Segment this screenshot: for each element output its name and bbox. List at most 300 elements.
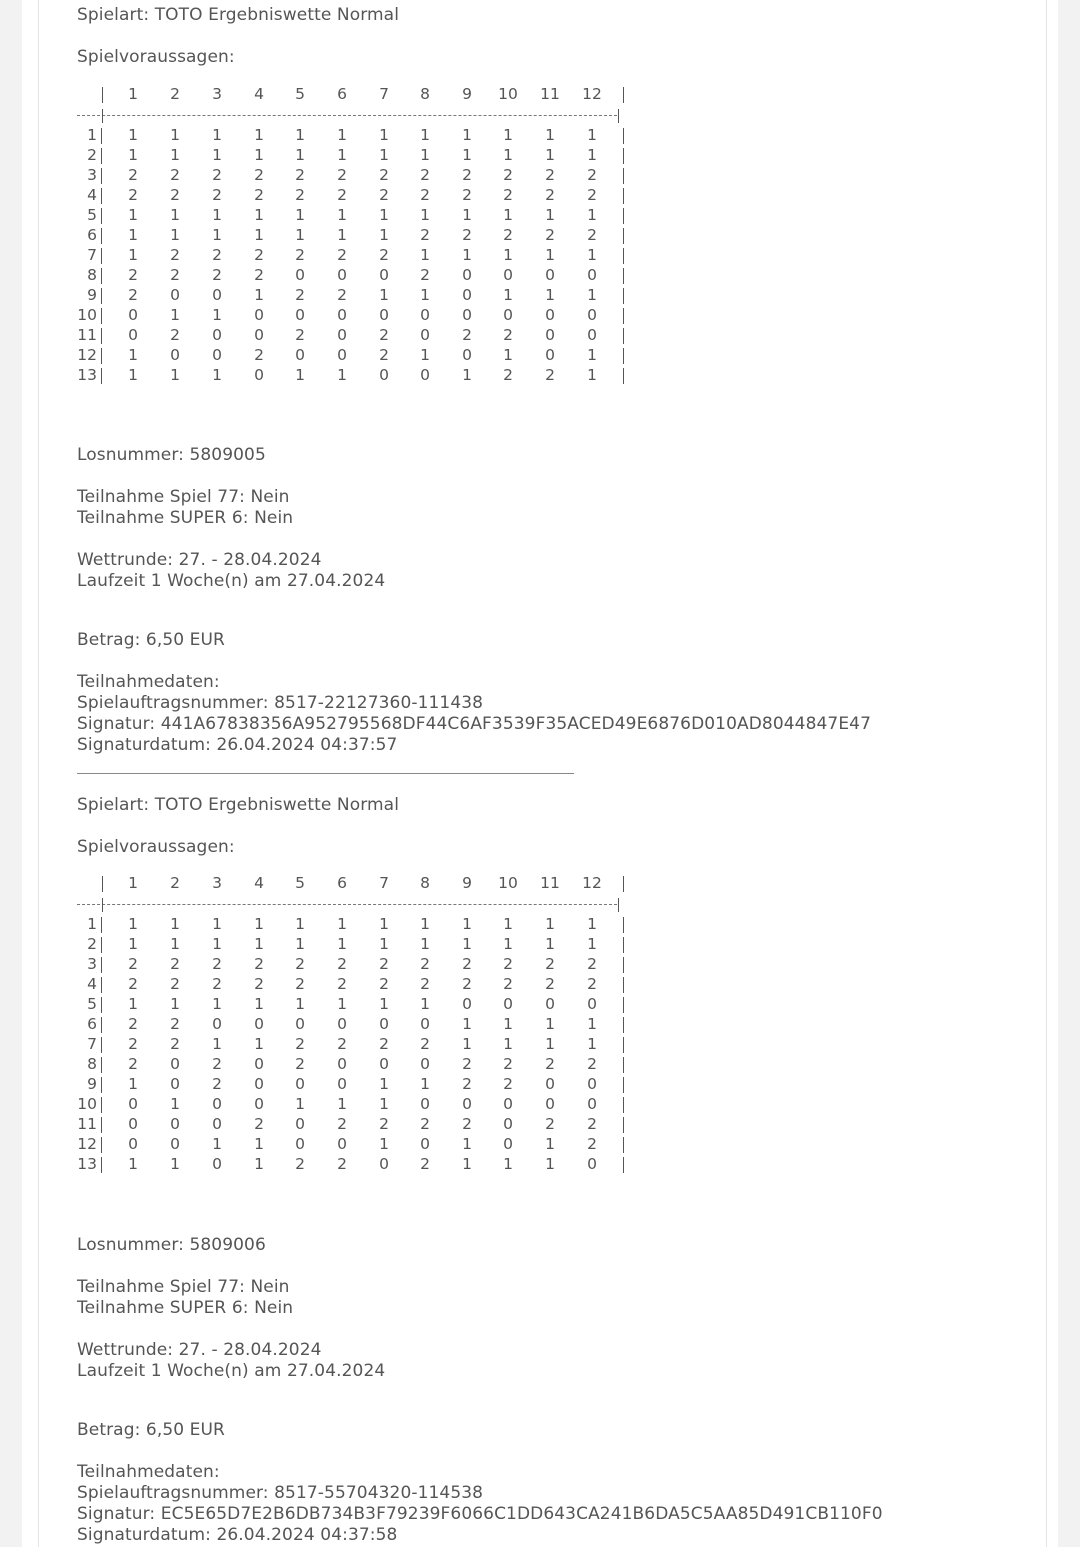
voraussagen-label: Spielvoraussagen: <box>77 837 235 857</box>
grid-cell: 1 <box>128 995 138 1013</box>
grid-cell: 1 <box>337 126 347 144</box>
grid-cell: 2 <box>462 1115 472 1133</box>
grid-divider <box>623 228 624 244</box>
grid-cell: 1 <box>212 935 222 953</box>
signatur-text: Signatur: 441A67838356A952795568DF44C6AF3539F35ACED49E6876D010AD8044847E47 <box>77 714 872 734</box>
grid-cell: 2 <box>128 186 138 204</box>
grid-cell: 0 <box>212 1115 222 1133</box>
grid-cell: 2 <box>420 226 430 244</box>
grid-cell: 0 <box>420 306 430 324</box>
grid-row-number: 10 <box>77 306 97 324</box>
grid-cell: 0 <box>503 1095 513 1113</box>
grid-column-header: 3 <box>212 874 222 892</box>
grid-cell: 2 <box>295 186 305 204</box>
grid-divider <box>101 308 102 324</box>
grid-divider <box>623 1037 624 1053</box>
grid-cell: 1 <box>128 146 138 164</box>
ticket-separator <box>77 773 574 774</box>
grid-column-header: 10 <box>498 874 518 892</box>
grid-cell: 1 <box>462 1015 472 1033</box>
grid-cell: 1 <box>503 935 513 953</box>
grid-cell: 2 <box>170 186 180 204</box>
grid-cell: 0 <box>128 326 138 344</box>
grid-cell: 1 <box>295 226 305 244</box>
grid-cell: 2 <box>379 1035 389 1053</box>
grid-cell: 1 <box>337 915 347 933</box>
grid-cell: 1 <box>212 146 222 164</box>
grid-divider <box>623 1097 624 1113</box>
grid-cell: 2 <box>170 1015 180 1033</box>
grid-divider <box>102 87 103 103</box>
grid-cell: 1 <box>545 935 555 953</box>
grid-cell: 0 <box>337 266 347 284</box>
grid-cell: 1 <box>420 915 430 933</box>
grid-column-header: 7 <box>379 874 389 892</box>
signaturdatum-text: Signaturdatum: 26.04.2024 04:37:57 <box>77 735 398 755</box>
grid-cell: 1 <box>379 146 389 164</box>
grid-cell: 2 <box>462 326 472 344</box>
grid-cell: 2 <box>462 226 472 244</box>
grid-divider <box>101 1017 102 1033</box>
teilnahmedaten-label: Teilnahmedaten: <box>77 672 220 692</box>
grid-cell: 0 <box>212 286 222 304</box>
grid-column-header: 4 <box>254 85 264 103</box>
grid-cell: 1 <box>128 246 138 264</box>
grid-cell: 2 <box>420 1035 430 1053</box>
grid-cell: 2 <box>462 1055 472 1073</box>
grid-cell: 0 <box>545 1075 555 1093</box>
grid-cell: 2 <box>379 166 389 184</box>
grid-cell: 1 <box>587 146 597 164</box>
grid-cell: 1 <box>128 1075 138 1093</box>
grid-cell: 1 <box>545 146 555 164</box>
grid-cell: 2 <box>254 266 264 284</box>
grid-cell: 1 <box>379 286 389 304</box>
grid-cell: 2 <box>254 955 264 973</box>
grid-cell: 2 <box>212 1055 222 1073</box>
grid-column-header: 10 <box>498 85 518 103</box>
grid-row-number: 2 <box>87 935 97 953</box>
losnummer-text: Losnummer: 5809006 <box>77 1235 266 1255</box>
grid-cell: 0 <box>587 1075 597 1093</box>
grid-cell: 0 <box>379 1015 389 1033</box>
grid-cell: 1 <box>170 366 180 384</box>
grid-cell: 1 <box>128 915 138 933</box>
grid-cell: 1 <box>545 1035 555 1053</box>
grid-row-number: 4 <box>87 975 97 993</box>
grid-cell: 0 <box>295 1115 305 1133</box>
grid-divider <box>623 128 624 144</box>
grid-cell: 2 <box>337 1115 347 1133</box>
grid-column-header: 4 <box>254 874 264 892</box>
grid-cell: 1 <box>212 226 222 244</box>
grid-cell: 0 <box>337 1075 347 1093</box>
grid-divider <box>623 876 624 892</box>
grid-cell: 2 <box>295 1035 305 1053</box>
grid-divider <box>102 876 103 892</box>
grid-cell: 0 <box>462 995 472 1013</box>
grid-divider <box>101 1057 102 1073</box>
grid-column-header: 5 <box>295 85 305 103</box>
grid-row-number: 12 <box>77 346 97 364</box>
grid-cell: 0 <box>337 346 347 364</box>
grid-cell: 1 <box>170 206 180 224</box>
grid-cell: 0 <box>545 306 555 324</box>
grid-cell: 1 <box>212 306 222 324</box>
grid-cell: 1 <box>379 126 389 144</box>
grid-cell: 2 <box>170 1035 180 1053</box>
grid-cell: 1 <box>128 226 138 244</box>
grid-column-header: 5 <box>295 874 305 892</box>
spielart-text: Spielart: TOTO Ergebniswette Normal <box>77 795 400 815</box>
grid-row-number: 9 <box>87 286 97 304</box>
betrag-text: Betrag: 6,50 EUR <box>77 1420 225 1440</box>
grid-cell: 2 <box>587 955 597 973</box>
signaturdatum-text: Signaturdatum: 26.04.2024 04:37:58 <box>77 1525 398 1545</box>
grid-cell: 2 <box>587 975 597 993</box>
grid-divider <box>623 957 624 973</box>
grid-cell: 1 <box>379 226 389 244</box>
grid-cell: 0 <box>337 1055 347 1073</box>
grid-column-header: 12 <box>582 874 602 892</box>
grid-row-number: 8 <box>87 1055 97 1073</box>
grid-divider <box>101 1037 102 1053</box>
grid-cell: 2 <box>170 166 180 184</box>
grid-cell: 0 <box>254 1095 264 1113</box>
grid-cell: 1 <box>503 286 513 304</box>
grid-cell: 2 <box>545 186 555 204</box>
grid-cell: 1 <box>254 206 264 224</box>
grid-column-header: 2 <box>170 85 180 103</box>
grid-cell: 1 <box>170 995 180 1013</box>
grid-cell: 0 <box>254 1055 264 1073</box>
grid-cell: 2 <box>587 1135 597 1153</box>
grid-cell: 0 <box>337 1015 347 1033</box>
grid-cell: 1 <box>587 366 597 384</box>
grid-cell: 0 <box>420 1135 430 1153</box>
grid-cell: 1 <box>170 1155 180 1173</box>
grid-cell: 0 <box>587 995 597 1013</box>
grid-cell: 1 <box>462 246 472 264</box>
grid-cell: 2 <box>295 246 305 264</box>
grid-divider <box>102 109 103 123</box>
grid-divider <box>101 208 102 224</box>
grid-row-number: 13 <box>77 1155 97 1173</box>
grid-cell: 2 <box>295 1155 305 1173</box>
grid-cell: 0 <box>462 346 472 364</box>
wettrunde-text: Wettrunde: 27. - 28.04.2024 <box>77 550 322 570</box>
wettrunde-text: Wettrunde: 27. - 28.04.2024 <box>77 1340 322 1360</box>
grid-cell: 2 <box>420 1155 430 1173</box>
grid-cell: 0 <box>503 1115 513 1133</box>
grid-header-rule <box>77 904 617 905</box>
grid-cell: 2 <box>503 166 513 184</box>
grid-row-number: 11 <box>77 326 97 344</box>
grid-cell: 2 <box>420 166 430 184</box>
grid-cell: 0 <box>420 1055 430 1073</box>
grid-cell: 0 <box>420 1095 430 1113</box>
grid-cell: 1 <box>295 206 305 224</box>
grid-divider <box>101 957 102 973</box>
grid-header-rule <box>77 115 617 116</box>
grid-cell: 1 <box>212 1035 222 1053</box>
laufzeit-text: Laufzeit 1 Woche(n) am 27.04.2024 <box>77 571 386 591</box>
grid-cell: 1 <box>503 346 513 364</box>
grid-cell: 1 <box>295 126 305 144</box>
grid-column-header: 9 <box>462 874 472 892</box>
grid-cell: 0 <box>462 1095 472 1113</box>
grid-cell: 2 <box>545 1115 555 1133</box>
grid-cell: 1 <box>170 915 180 933</box>
grid-divider <box>623 368 624 384</box>
grid-cell: 1 <box>379 1075 389 1093</box>
prediction-grid <box>77 84 637 384</box>
grid-cell: 2 <box>212 166 222 184</box>
grid-cell: 0 <box>170 1075 180 1093</box>
grid-cell: 1 <box>503 246 513 264</box>
grid-row-number: 7 <box>87 1035 97 1053</box>
grid-cell: 1 <box>295 995 305 1013</box>
grid-cell: 1 <box>128 206 138 224</box>
grid-cell: 1 <box>170 146 180 164</box>
grid-cell: 0 <box>170 1135 180 1153</box>
grid-cell: 2 <box>503 326 513 344</box>
grid-cell: 1 <box>254 995 264 1013</box>
grid-divider <box>623 1157 624 1173</box>
grid-cell: 0 <box>254 366 264 384</box>
grid-column-header: 8 <box>420 874 430 892</box>
grid-cell: 2 <box>254 1115 264 1133</box>
grid-row-number: 5 <box>87 995 97 1013</box>
grid-cell: 2 <box>420 1115 430 1133</box>
grid-cell: 0 <box>503 995 513 1013</box>
grid-cell: 2 <box>420 266 430 284</box>
grid-cell: 0 <box>254 326 264 344</box>
grid-cell: 1 <box>545 206 555 224</box>
grid-cell: 2 <box>295 166 305 184</box>
grid-cell: 1 <box>545 286 555 304</box>
signatur-text: Signatur: EC5E65D7E2B6DB734B3F79239F6066C1DD643CA241B6DA5C5AA85D491CB110F0 <box>77 1504 883 1524</box>
grid-cell: 1 <box>170 226 180 244</box>
grid-cell: 0 <box>212 346 222 364</box>
grid-cell: 2 <box>337 955 347 973</box>
grid-cell: 0 <box>503 1135 513 1153</box>
grid-cell: 1 <box>420 126 430 144</box>
grid-divider <box>623 1017 624 1033</box>
grid-cell: 0 <box>128 1135 138 1153</box>
grid-cell: 2 <box>462 186 472 204</box>
grid-cell: 0 <box>337 326 347 344</box>
grid-cell: 1 <box>254 935 264 953</box>
email-body <box>22 0 1058 1547</box>
grid-cell: 0 <box>587 266 597 284</box>
prediction-grid <box>77 873 637 1173</box>
grid-row-number: 9 <box>87 1075 97 1093</box>
left-border <box>38 0 39 1547</box>
grid-cell: 1 <box>295 915 305 933</box>
grid-column-header: 11 <box>540 85 560 103</box>
grid-cell: 0 <box>545 1095 555 1113</box>
grid-divider <box>101 1117 102 1133</box>
grid-cell: 0 <box>545 995 555 1013</box>
grid-cell: 2 <box>545 955 555 973</box>
grid-cell: 2 <box>503 366 513 384</box>
grid-cell: 1 <box>587 286 597 304</box>
grid-cell: 2 <box>337 166 347 184</box>
grid-cell: 0 <box>587 1155 597 1173</box>
grid-cell: 1 <box>337 146 347 164</box>
grid-column-header: 6 <box>337 874 347 892</box>
grid-cell: 2 <box>212 186 222 204</box>
grid-cell: 2 <box>503 955 513 973</box>
grid-cell: 0 <box>212 1095 222 1113</box>
grid-cell: 0 <box>212 1015 222 1033</box>
grid-cell: 2 <box>128 166 138 184</box>
grid-cell: 0 <box>503 306 513 324</box>
grid-cell: 1 <box>170 126 180 144</box>
grid-cell: 2 <box>587 1055 597 1073</box>
grid-cell: 2 <box>587 186 597 204</box>
grid-cell: 1 <box>462 1155 472 1173</box>
grid-cell: 1 <box>295 366 305 384</box>
grid-divider <box>623 1057 624 1073</box>
grid-cell: 0 <box>295 346 305 364</box>
grid-column-header: 6 <box>337 85 347 103</box>
grid-cell: 1 <box>379 915 389 933</box>
grid-cell: 1 <box>545 915 555 933</box>
grid-cell: 0 <box>337 1135 347 1153</box>
grid-cell: 2 <box>379 326 389 344</box>
grid-cell: 2 <box>212 246 222 264</box>
grid-cell: 2 <box>379 1115 389 1133</box>
grid-cell: 2 <box>295 1055 305 1073</box>
grid-cell: 2 <box>170 266 180 284</box>
grid-cell: 2 <box>212 1075 222 1093</box>
grid-cell: 1 <box>379 995 389 1013</box>
grid-cell: 1 <box>128 126 138 144</box>
grid-cell: 1 <box>170 935 180 953</box>
grid-cell: 1 <box>254 226 264 244</box>
grid-divider <box>101 128 102 144</box>
grid-cell: 2 <box>170 246 180 264</box>
grid-divider <box>101 977 102 993</box>
grid-cell: 2 <box>128 1015 138 1033</box>
grid-divider <box>101 368 102 384</box>
grid-cell: 2 <box>128 1055 138 1073</box>
grid-cell: 2 <box>128 266 138 284</box>
grid-cell: 2 <box>545 1055 555 1073</box>
grid-cell: 2 <box>462 166 472 184</box>
grid-column-header: 12 <box>582 85 602 103</box>
grid-row-number: 1 <box>87 126 97 144</box>
grid-cell: 0 <box>295 266 305 284</box>
grid-divider <box>623 268 624 284</box>
grid-cell: 1 <box>420 346 430 364</box>
grid-cell: 2 <box>337 1035 347 1053</box>
grid-cell: 2 <box>254 246 264 264</box>
grid-cell: 1 <box>212 206 222 224</box>
grid-cell: 1 <box>420 286 430 304</box>
grid-divider <box>623 328 624 344</box>
grid-cell: 2 <box>379 975 389 993</box>
grid-cell: 1 <box>545 1155 555 1173</box>
grid-cell: 1 <box>420 146 430 164</box>
grid-cell: 1 <box>212 366 222 384</box>
grid-cell: 2 <box>337 186 347 204</box>
grid-cell: 1 <box>462 366 472 384</box>
grid-cell: 1 <box>254 915 264 933</box>
grid-cell: 0 <box>254 306 264 324</box>
grid-divider <box>101 348 102 364</box>
grid-column-header: 2 <box>170 874 180 892</box>
grid-divider <box>101 1137 102 1153</box>
grid-cell: 1 <box>545 1015 555 1033</box>
grid-cell: 2 <box>337 975 347 993</box>
grid-row-number: 13 <box>77 366 97 384</box>
grid-cell: 2 <box>587 226 597 244</box>
grid-cell: 1 <box>587 246 597 264</box>
grid-cell: 1 <box>462 915 472 933</box>
grid-cell: 2 <box>128 1035 138 1053</box>
grid-cell: 1 <box>462 1035 472 1053</box>
grid-cell: 1 <box>462 146 472 164</box>
grid-cell: 1 <box>254 1135 264 1153</box>
grid-row-number: 6 <box>87 226 97 244</box>
grid-cell: 0 <box>545 326 555 344</box>
grid-cell: 0 <box>462 266 472 284</box>
grid-cell: 2 <box>295 286 305 304</box>
grid-cell: 1 <box>545 1135 555 1153</box>
grid-cell: 2 <box>545 226 555 244</box>
grid-cell: 2 <box>503 975 513 993</box>
grid-column-header: 3 <box>212 85 222 103</box>
grid-divider <box>101 188 102 204</box>
grid-cell: 0 <box>128 1115 138 1133</box>
grid-divider <box>101 268 102 284</box>
grid-row-number: 2 <box>87 146 97 164</box>
grid-cell: 0 <box>379 266 389 284</box>
grid-divider <box>623 148 624 164</box>
grid-cell: 2 <box>379 186 389 204</box>
grid-cell: 1 <box>212 915 222 933</box>
grid-row-number: 4 <box>87 186 97 204</box>
grid-cell: 2 <box>462 1075 472 1093</box>
grid-divider <box>101 148 102 164</box>
grid-cell: 1 <box>128 935 138 953</box>
grid-divider <box>101 1077 102 1093</box>
grid-cell: 2 <box>503 1055 513 1073</box>
grid-cell: 1 <box>295 1095 305 1113</box>
grid-cell: 1 <box>545 246 555 264</box>
grid-cell: 2 <box>337 286 347 304</box>
grid-divider <box>623 288 624 304</box>
grid-cell: 1 <box>170 1095 180 1113</box>
grid-cell: 0 <box>462 286 472 304</box>
grid-cell: 0 <box>170 346 180 364</box>
grid-cell: 1 <box>587 1035 597 1053</box>
grid-cell: 1 <box>337 1095 347 1113</box>
grid-cell: 0 <box>254 1015 264 1033</box>
grid-row-number: 1 <box>87 915 97 933</box>
grid-cell: 0 <box>337 306 347 324</box>
voraussagen-label: Spielvoraussagen: <box>77 47 235 67</box>
grid-cell: 2 <box>462 975 472 993</box>
grid-cell: 1 <box>128 346 138 364</box>
grid-cell: 0 <box>379 366 389 384</box>
grid-cell: 1 <box>462 126 472 144</box>
grid-cell: 2 <box>295 975 305 993</box>
spiel77-text: Teilnahme Spiel 77: Nein <box>77 487 290 507</box>
